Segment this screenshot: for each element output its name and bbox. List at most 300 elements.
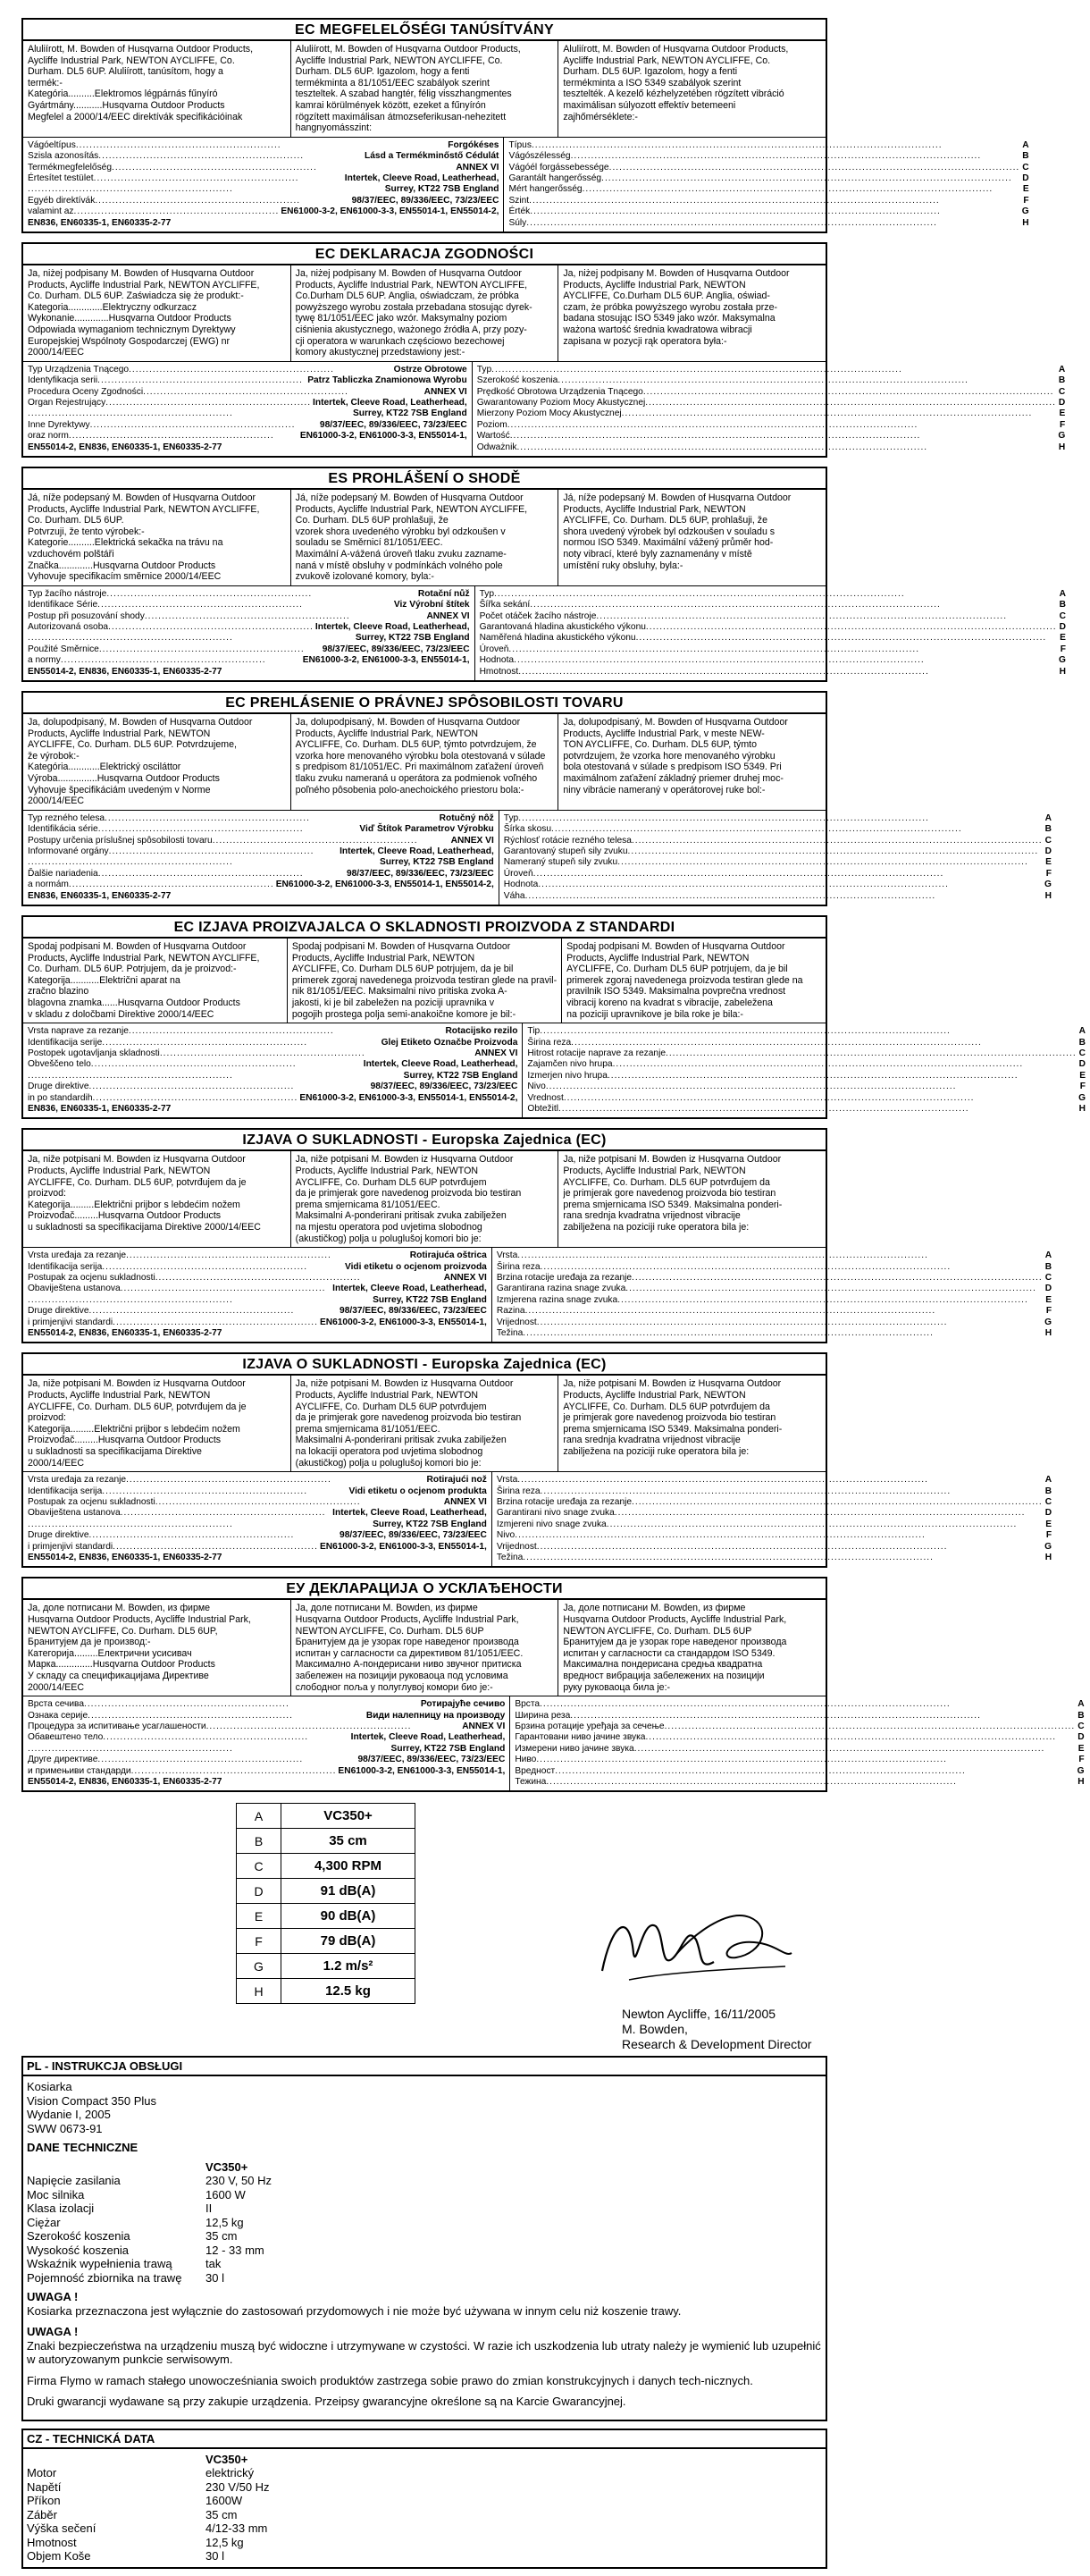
spec-area	[21, 1801, 827, 2056]
detail-label: Postupak za ocjenu sukladnosti	[28, 1272, 155, 1283]
declaration-title: ЕУ ДЕКЛАРАЦИЈА О УСКЛАЂЕНОСТИ	[23, 1578, 826, 1600]
leader-dots: ........................................................................................................................	[518, 666, 929, 677]
parameter-row	[515, 1777, 1084, 1788]
detail-row	[28, 1530, 487, 1541]
detail-value: Rotirajuća oštrica	[409, 1250, 487, 1261]
leader-dots: ........................................................................................................................	[570, 151, 982, 162]
declaration-text-line: Aycliffe Industrial Park, NEWTON AYCLIFFE, Co.	[28, 55, 235, 66]
declaration-columns	[23, 265, 826, 362]
leader-dots: ............................................................	[92, 1092, 298, 1103]
parameter-letter: H	[1059, 666, 1066, 677]
declaration-text-line: AYCLIFFE, Co. Durham. DL5 6UP, potvrđujem da je	[28, 1401, 247, 1412]
declaration-text-line: naná v místě obsluhy v podmínkách volného pole	[295, 560, 503, 571]
leader-dots: ........................................................................................................................	[540, 1486, 952, 1496]
pl-spec-row	[27, 2257, 822, 2271]
detail-row	[28, 375, 467, 386]
pl-warning-title: UWAGA !	[27, 2290, 79, 2304]
leader-dots: ........................................................................................................................	[523, 1553, 934, 1562]
declaration-text-line: Maximální A-vážená úroveň tlaku zvuku zazname-	[295, 548, 507, 560]
parameter-row	[515, 1732, 1084, 1743]
declaration-text-line: rögzített maximálisan átmozseferikusan-nehezitett	[295, 111, 507, 122]
pl-spec-label: Ciężar	[27, 2215, 61, 2229]
parameter-label: Typ	[503, 812, 519, 823]
detail-label: in po standardih	[28, 1092, 93, 1103]
detail-value: Surrey, KT22 7SB England	[380, 857, 494, 868]
detail-label: Обавештено тело	[28, 1732, 104, 1743]
detail-value: Ostrze Obrotowe	[393, 364, 467, 375]
leader-dots: ........................................................................................................................	[526, 217, 937, 228]
leader-dots: ........................................................................................................................	[536, 1541, 948, 1552]
detail-row	[28, 1317, 487, 1328]
pl-intro-line: Kosiarka	[27, 2080, 72, 2094]
spec-table-row	[237, 1904, 415, 1929]
parameter-label: Garantovaný stupeň sily zvuku	[503, 846, 628, 856]
declaration-column	[23, 41, 291, 137]
detail-label: Процедура за испитивање усаглашености	[28, 1721, 206, 1731]
parameter-label: Širina reza	[496, 1261, 541, 1272]
leader-dots: ............................................................	[95, 195, 301, 206]
parameter-label: Mért hangerősség	[508, 184, 583, 195]
declaration-text-line: Kategorie..........Elektrická sekačka na trávu na	[28, 537, 223, 549]
leader-dots: ........................................................................................................................	[632, 1496, 1043, 1507]
spec-key: E	[237, 1904, 281, 1929]
declaration-text-line: je primjerak gore navedenog proizvoda bio testiran	[563, 1188, 776, 1200]
declaration-block	[21, 1577, 1085, 1792]
declaration-text-line: powyższego wyrobu została przebadana stosując dyrek-	[295, 301, 532, 313]
detail-label: a normy	[28, 655, 61, 666]
detail-row	[28, 611, 470, 622]
declaration-right-details	[499, 811, 1056, 905]
parameter-row	[527, 1082, 1086, 1092]
pl-spec-row	[27, 2229, 822, 2243]
declaration-text-line: Ja, niżej podpisany M. Bowden of Husqvarna Outdoor	[295, 268, 522, 279]
parameter-letter: D	[1058, 397, 1066, 408]
declaration-right-details	[475, 586, 1070, 680]
detail-label: Postup při posuzování shody	[28, 610, 145, 621]
pl-spec-label: Wskaźnik wypełnienia trawą	[27, 2257, 172, 2271]
parameter-letter: C	[1044, 835, 1052, 846]
cz-spec-label: Motor	[27, 2466, 57, 2480]
parameter-label: Garantált hangerősség	[508, 173, 602, 183]
detail-row	[28, 1699, 505, 1710]
declaration-text-line: vibracij koreno na kvadrat s vibracije, zabeležena	[566, 997, 773, 1008]
detail-standards-extra: EN836, EN60335-1, EN60335-2-77	[28, 1104, 172, 1114]
parameter-label: Širina reza	[527, 1037, 572, 1048]
declaration-text-line: Aluliírott, M. Bowden of Husqvarna Outdoor Products,	[563, 44, 789, 55]
parameter-row	[508, 163, 1028, 173]
parameter-label: Брзина ротације уређаја за сечење	[515, 1721, 665, 1731]
parameter-letter: E	[1079, 1070, 1086, 1081]
declaration-title: EC IZJAVA PROIZVAJALCA O SKLADNOSTI PROIZVODA Z STANDARDI	[23, 917, 826, 939]
cz-spec-label: Hmotnost	[27, 2535, 77, 2549]
detail-value: Intertek, Cleeve Road, Leatherhead,	[363, 1059, 518, 1070]
leader-dots: ............................................................	[97, 375, 303, 386]
detail-row	[28, 1766, 505, 1777]
detail-row	[28, 1744, 505, 1755]
parameter-label: Вредност	[515, 1765, 556, 1776]
parameter-row	[497, 1542, 1052, 1553]
parameter-letter: A	[1044, 812, 1052, 823]
declaration-text-line: Бранитујем да је узорак горе наведеног производа	[563, 1637, 787, 1648]
declaration-block	[21, 691, 1052, 906]
parameter-row	[515, 1744, 1084, 1755]
declaration-text-line: tesztelték. A kezelő kézhelyzetében rögzített vibráció	[563, 88, 784, 100]
parameter-label: Naměřená hladina akustického výkonu	[479, 633, 636, 644]
declaration-text-line: ciśnienia akustycznego, ważonego źródła A, przy pozy-	[295, 324, 527, 335]
detail-label: Obveščeno telo	[28, 1059, 91, 1070]
cz-spec-label: Objem Koše	[27, 2549, 91, 2563]
parameter-letter: F	[1045, 1530, 1052, 1541]
parameter-row	[527, 1026, 1086, 1037]
declaration-text-line: Products, Aycliffe Industrial Park, NEWTON	[28, 1166, 211, 1176]
pl-warning-title: UWAGA !	[27, 2325, 79, 2339]
parameter-letter: D	[1044, 846, 1052, 856]
leader-dots: ............................................................	[103, 1732, 309, 1743]
declaration-text-line: Maksimalni A-ponderirani pritisak zvuka zabilježen	[295, 1210, 507, 1222]
detail-row	[28, 206, 499, 217]
parameter-letter: G	[1021, 206, 1029, 217]
leader-dots: ............................................................	[88, 1082, 295, 1092]
declaration-text-line: AYCLIFFE, Co. Durham. DL5 6UP, prohlašuji, že	[563, 515, 767, 526]
detail-row	[28, 1250, 487, 1261]
leader-dots: ........................................................................................................................	[540, 1261, 952, 1272]
leader-dots: ........................................................................................................................	[570, 1710, 981, 1721]
detail-row	[28, 431, 467, 442]
pl-spec-label: Szerokość koszenia	[27, 2229, 130, 2243]
parameter-label: Gwarantowany Poziom Mocy Akustycznej	[476, 397, 646, 408]
detail-row	[28, 600, 470, 610]
spec-key: F	[237, 1929, 281, 1954]
parameter-letter: G	[1058, 431, 1066, 442]
declaration-text-line: Ја, доле потписани M. Bowden, из фирме	[563, 1603, 746, 1614]
detail-value: Intertek, Cleeve Road, Leatherhead,	[344, 173, 499, 183]
spec-table-row	[237, 1854, 415, 1879]
leader-dots: ........................................................................................................................	[545, 1082, 957, 1092]
cz-spec-label: Napětí	[27, 2479, 62, 2494]
parameter-row	[497, 1486, 1052, 1497]
declaration-text-line: NEWTON AYCLIFFE, Co. Durham. DL5 6UP,	[28, 1625, 218, 1637]
detail-value: Rotirajući nož	[426, 1475, 487, 1486]
detail-value: Surrey, KT22 7SB England	[390, 1743, 506, 1754]
parameter-label: Гарантовани ниво јачине звука	[515, 1732, 646, 1743]
declaration-text-line: nik 81/1051/EEC. Maksimalni nivo pritiska zvoka A-	[291, 986, 507, 998]
declaration-text-line: vzduchovém polštáři	[28, 548, 114, 560]
detail-label: Druge direktive	[28, 1306, 89, 1317]
parameter-row	[497, 1317, 1052, 1328]
detail-row	[28, 1722, 505, 1732]
detail-value: Surrey, KT22 7SB England	[384, 184, 499, 195]
parameter-label: Érték	[508, 206, 531, 217]
declaration-column	[291, 1600, 559, 1696]
parameter-label: Brzina rotacije uređaja za rezanje	[496, 1496, 633, 1507]
cz-spec-row	[27, 2536, 822, 2550]
parameter-row	[508, 206, 1028, 217]
detail-row	[28, 163, 499, 173]
declaration-text-line: Spodaj podpisani M. Bowden of Husqvarna Outdoor	[28, 941, 247, 952]
declaration-text-line: Ja, niže potpisani M. Bowden iz Husqvarna Outdoor	[28, 1154, 246, 1166]
declaration-text-line: badana stosując ISO 5349 jako wzór. Maksymalna	[563, 313, 776, 324]
detail-row	[28, 1059, 517, 1070]
detail-row	[28, 1071, 517, 1082]
spec-table-row	[237, 1879, 415, 1904]
declaration-text-line: Ja, niżej podpisany M. Bowden of Husqvarna Outdoor	[563, 268, 790, 279]
declaration-text-line: hangnyomásszint:	[295, 122, 373, 134]
detail-label: Ďalšie nariadenia	[28, 868, 98, 879]
pl-spec-value: tak	[205, 2257, 222, 2271]
declaration-text-line: Максимална пондерисана средња квадратна	[563, 1659, 763, 1671]
pl-spec-value: 230 V, 50 Hz	[205, 2174, 272, 2188]
leader-dots: ........................................................................................................................	[633, 1743, 1045, 1754]
declaration-text-line: Kategorija.........Električni prijbor s lebdećim nožem	[28, 1199, 240, 1210]
parameter-row	[497, 1530, 1052, 1541]
cz-spec-value: 1600W	[205, 2494, 243, 2508]
detail-row	[28, 1508, 487, 1519]
declaration-right-details	[492, 1472, 1056, 1566]
parameter-row	[480, 611, 1066, 622]
leader-dots: ............................................................	[120, 1284, 326, 1294]
declaration-text-line: shora uvedený výrobek byl odzkoušen v souladu s	[563, 526, 776, 537]
declaration-text-line: rana srednja kvadratna vrijednost vibracije	[563, 1435, 741, 1446]
declaration-text-line: zabilježena na poziciji ruke operatora bila je:	[563, 1221, 750, 1233]
parameter-row	[508, 218, 1028, 229]
parameter-label: Rýchlosť rotácie rezného telesa	[503, 835, 632, 846]
detail-label: Obaviještena ustanova	[28, 1508, 121, 1519]
detail-label: Друге директиве	[28, 1755, 98, 1765]
signature-block	[622, 2007, 811, 2052]
declaration-text-line: испитан у сагласности са директивом 81/1051/EEC.	[295, 1647, 524, 1659]
parameter-letter: H	[1044, 1553, 1052, 1562]
detail-row	[28, 1262, 487, 1273]
detail-value: Viz Výrobní štítek	[393, 600, 470, 610]
declaration-text-line: na poziciji upravnikove je bila roke je bila:-	[566, 1008, 743, 1020]
detail-row	[28, 1284, 487, 1294]
declaration-text-line: Ja, niže potpisani M. Bowden iz Husqvarna Outdoor	[295, 1154, 514, 1166]
declaration-text-line: Ja, niže potpisani M. Bowden iz Husqvarna Outdoor	[295, 1378, 514, 1390]
declaration-column	[23, 265, 291, 361]
declaration-column	[291, 490, 559, 585]
declaration-details	[23, 1023, 1086, 1117]
parameter-letter: F	[1023, 195, 1029, 206]
declaration-column	[558, 265, 826, 361]
pl-spec-row	[27, 2271, 822, 2286]
parameter-label: Typ	[479, 588, 494, 599]
declaration-text-line: Durham. DL5 6UP. Aluliírott, tanúsítom, hogy a	[28, 66, 223, 78]
parameter-row	[508, 140, 1028, 151]
detail-value: Intertek, Cleeve Road, Leatherhead,	[340, 846, 494, 856]
detail-standards-extra: EN836, EN60335-1, EN60335-2-77	[28, 217, 172, 228]
declaration-block	[21, 467, 1066, 682]
leader-dots: ........................................................................................................................	[530, 206, 941, 217]
declaration-text-line: maximálisan súlyozott effektív betemeeni	[563, 99, 736, 111]
detail-row	[28, 1038, 517, 1048]
declaration-column	[291, 265, 559, 361]
parameter-row	[497, 1520, 1052, 1530]
detail-row	[28, 184, 499, 195]
declaration-text-line: Бранитујем да је узорак горе наведеног производа	[295, 1637, 519, 1648]
cz-model: VC350+	[205, 2452, 248, 2466]
document-page	[21, 18, 1086, 2576]
spec-table	[236, 1803, 415, 2004]
parameter-letter: E	[1045, 1294, 1052, 1305]
leader-dots: ........................................................................................................................	[571, 1037, 982, 1048]
detail-label: Typ Urządzenia Tnącego	[28, 364, 130, 375]
declaration-title: EC DEKLARACJA ZGODNOŚCI	[23, 244, 826, 265]
leader-dots: ........................................................................................................................	[536, 1755, 947, 1765]
detail-label: i primjenjivi standardi	[28, 1317, 113, 1327]
detail-label: Druge direktive	[28, 1082, 89, 1092]
parameter-row	[504, 813, 1052, 824]
declaration-text-line: Spodaj podpisani M. Bowden of Husqvarna Outdoor	[566, 941, 785, 952]
parameter-row	[515, 1722, 1084, 1732]
detail-row	[28, 1082, 517, 1092]
leader-dots: ........................................................................................................................	[666, 1048, 1077, 1058]
declaration-text-line: Бранитујем да је производ:-	[28, 1637, 151, 1648]
pl-spec-row	[27, 2188, 822, 2202]
parameter-label: Nameraný stupeň sily zvuku	[503, 857, 618, 868]
declaration-text-line: (akustičkog) polja u poluglušoj komori bio je:	[295, 1233, 482, 1244]
leader-dots: ........................................................................................................................	[491, 364, 902, 375]
detail-label: Postopek ugotavljanja skladnosti	[28, 1048, 160, 1058]
declaration-left-details	[23, 1023, 523, 1117]
leader-dots: ........................................................................................................................	[606, 1519, 1018, 1529]
declaration-text-line: prema smjernicama ISO 5349. Maksimalna ponderi-	[563, 1423, 783, 1435]
parameter-label: Vrijednost	[496, 1541, 537, 1552]
declaration-text-line: 2000/14/EEC	[28, 1457, 85, 1469]
parameter-letter: A	[1044, 1250, 1052, 1261]
declaration-text-line: Odpowiada wymaganiom technicznym Dyrektywy	[28, 324, 236, 335]
pl-intro-line: SWW 0673-91	[27, 2121, 103, 2135]
parameter-letter: G	[1044, 880, 1052, 890]
detail-row	[28, 173, 499, 184]
parameter-row	[480, 600, 1066, 610]
declaration-text-line: Aycliffe Industrial Park, NEWTON AYCLIFFE, Co.	[295, 55, 503, 66]
declaration-text-line: Já, níže podepsaný M. Bowden of Husqvarna Outdoor	[295, 492, 524, 503]
declaration-text-line: Products, Aycliffe Industrial Park, v meste NEW-	[563, 728, 765, 739]
leader-dots: ............................................................	[28, 1519, 233, 1529]
cz-spec-value: elektrický	[205, 2466, 255, 2480]
cz-spec-value: 35 cm	[205, 2507, 238, 2521]
declaration-text-line: potvrdzujem, že vzorka hore menovaného výrobku	[563, 750, 776, 762]
detail-row	[28, 622, 470, 633]
declaration-columns	[23, 1600, 826, 1696]
pl-spec-row	[27, 2243, 822, 2258]
parameter-label: Mierzony Poziom Mocy Akustycznej	[476, 408, 622, 419]
pl-intro	[27, 2080, 822, 2135]
parameter-row	[497, 1328, 1052, 1339]
detail-value: 98/37/EEC, 89/336/EEC, 73/23/EEC	[322, 644, 470, 654]
pl-title: PL - INSTRUKCJA OBSŁUGI	[23, 2058, 826, 2076]
leader-dots: ............................................................	[97, 600, 303, 610]
parameter-row	[480, 667, 1066, 678]
detail-value: Glej Etiketo Označbe Proizvoda	[381, 1037, 518, 1048]
declaration-text-line: Megfelel a 2000/14/EEC direktívák specifikációinak	[28, 111, 243, 122]
pl-spec-value: 30 l	[205, 2270, 224, 2285]
detail-value: ANNEX VI	[423, 386, 467, 397]
declaration-left-details	[23, 1248, 492, 1342]
declaration-details	[23, 1248, 1052, 1342]
declaration-column	[23, 1151, 291, 1247]
leader-dots: ........................................................................................................................	[596, 610, 1008, 621]
detail-standards-extra: EN55014-2, EN836, EN60335-1, EN60335-2-77	[28, 442, 222, 452]
cz-spec-row	[27, 2480, 822, 2495]
parameter-letter: A	[1044, 1475, 1052, 1486]
declaration-text-line: Products, Aycliffe Industrial Park, NEWTON	[295, 728, 478, 739]
declarations	[21, 18, 1086, 1792]
declaration-text-line: Proizvođač.........Husqvarna Outdoor Products	[28, 1435, 222, 1446]
declaration-text-line: Husqvarna Outdoor Products, Aycliffe Industrial Park,	[295, 1614, 519, 1625]
detail-value: EN61000-3-2, EN61000-3-3, EN55014-1, EN55014-2,	[275, 880, 494, 890]
parameter-label: Váha	[503, 890, 525, 901]
declaration-details	[23, 1696, 1085, 1790]
declaration-text-line: Co. Durham. DL5 6UP. Potrjujem, da je proizvod:-	[28, 964, 237, 975]
declaration-text-line: испитан у сагласности са стандардом ISO 5349.	[563, 1647, 776, 1659]
pl-warning-text: Znaki bezpieczeństwa na urządzeniu muszą być widoczne i utrzymywane w czystości. W razie ich uszkodzenia lub utraty należy je wymienić lub uzupełnić w autoryzowanym punkcie serwisowym.	[27, 2338, 821, 2367]
declaration-block	[21, 1352, 1052, 1568]
pl-spec-list	[27, 2174, 822, 2285]
detail-label: Értesítet testület	[28, 173, 94, 183]
pl-model: VC350+	[205, 2159, 248, 2174]
spec-table-row	[237, 1979, 415, 2004]
declaration-text-line: Марка..............Husqvarna Outdoor Products	[28, 1659, 215, 1671]
leader-dots: ............................................................	[113, 1317, 318, 1327]
parameter-label: Súly	[508, 217, 527, 228]
detail-value: 98/37/EEC, 89/336/EEC, 73/23/EEC	[346, 868, 494, 879]
parameter-label: Típus	[508, 139, 532, 150]
leader-dots: ........................................................................................................................	[517, 1250, 928, 1261]
declaration-text-line: primerek zgoraj navedenega proizvoda testiran glede na	[566, 974, 803, 986]
leader-dots: ............................................................	[28, 1294, 233, 1305]
pl-spec-label: Wysokość koszenia	[27, 2243, 130, 2257]
parameter-label: Vágószélesség	[508, 151, 571, 162]
cz-spec-label: Příkon	[27, 2494, 61, 2508]
detail-value: ANNEX VI	[474, 1048, 518, 1058]
detail-value: Surrey, KT22 7SB England	[373, 1294, 487, 1305]
parameter-label: Obtežitl	[527, 1104, 558, 1114]
cz-spec-value: 30 l	[205, 2549, 224, 2563]
leader-dots: ........................................................................................................................	[558, 375, 968, 386]
detail-label: i primjenjivi standardi	[28, 1541, 113, 1552]
spec-key: A	[237, 1804, 281, 1829]
parameter-letter: D	[1059, 621, 1066, 632]
detail-value: 98/37/EEC, 89/336/EEC, 73/23/EEC	[370, 1082, 518, 1092]
declaration-text-line: (akustičkog) polja u poluglušoj komori bio je:	[295, 1457, 482, 1469]
parameter-letter: B	[1058, 375, 1066, 386]
parameter-letter: G	[1044, 1317, 1052, 1327]
leader-dots: ............................................................	[98, 151, 305, 162]
detail-label: Identyfikacja serii	[28, 375, 98, 386]
declaration-columns	[23, 41, 826, 138]
declaration-text-line: czam, że próbka powyższego wyrobu została prze-	[563, 301, 777, 313]
declaration-text-line: AYCLIFFE, Co. Durham. DL5 6UP potvrđujem da	[563, 1401, 770, 1412]
declaration-text-line: Products, Aycliffe Industrial Park, NEWTON AYCLIFFE,	[295, 279, 528, 290]
declaration-text-line: zračno blazino	[28, 986, 89, 998]
leader-dots: ............................................................	[126, 1475, 331, 1486]
parameter-row	[504, 869, 1052, 880]
detail-value: Intertek, Cleeve Road, Leatherhead,	[313, 397, 467, 408]
spec-value: 4,300 RPM	[281, 1854, 415, 1879]
detail-value: 98/37/EEC, 89/336/EEC, 73/23/EEC	[357, 1755, 506, 1765]
parameter-letter: F	[1079, 1082, 1086, 1092]
declaration-text-line: Co. Durham. DL5 6UP prohlašuji, že	[295, 515, 449, 526]
parameter-label: Izmjereni nivo snage zvuka	[496, 1519, 607, 1529]
parameter-row	[480, 633, 1066, 644]
parameter-label: Odważnik	[476, 442, 517, 452]
declaration-title: ES PROHLÁŠENÍ O SHODĚ	[23, 468, 826, 490]
spec-table-row	[237, 1804, 415, 1829]
pl-section	[21, 2056, 827, 2421]
detail-row	[28, 857, 494, 868]
detail-row	[28, 1295, 487, 1306]
